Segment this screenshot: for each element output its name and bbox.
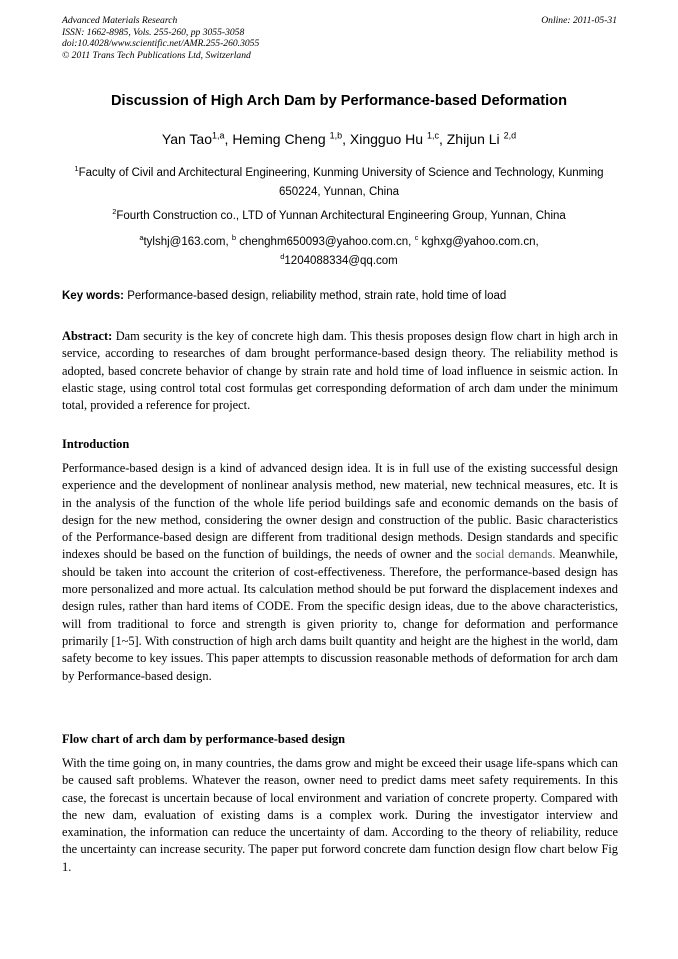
keywords-label: Key words: — [62, 290, 124, 302]
author-affiliation-mark: 1,b — [329, 130, 343, 141]
issn-line: ISSN: 1662-8985, Vols. 255-260, pp 3055-3058 — [62, 26, 245, 38]
abstract-label: Abstract: — [62, 329, 113, 343]
affiliation-text: Faculty of Civil and Architectural Engineering, Kunming University of Science and Technology, Kunming 650224, Yunnan, China — [78, 167, 604, 198]
affiliation-text: Fourth Construction co., LTD of Yunnan Architectural Engineering Group, Yunnan, China — [116, 210, 566, 222]
keywords — [62, 290, 618, 302]
paragraph-text: Meanwhile, should be taken into account the criterion of cost-effectiveness. Therefore, the performance-based design has more personalized and more actual. Its calculation method should be put forward the displacement indexes and design rules, rather than hard items of CODE. From the specific design ideas, due to the above characteristics, will from traditional to force and strength is given priority to, change for deformation and performance primarily [1~5]. With construction of high arch dams built quantity and height are the highest in the world, dam safety become to key issues. This paper attempts to discussion reasonable methods of deformation for arch dam by Performance-based design. — [62, 547, 618, 683]
introduction-paragraph — [62, 460, 618, 685]
author-name: Yan Tao — [161, 131, 213, 147]
email-d: 1204088334@qq.com — [284, 255, 398, 267]
affiliation-mark: 2 — [112, 207, 117, 217]
author-affiliation-mark: 1,c — [426, 130, 439, 141]
online-date: Online: 2011-05-31 — [541, 15, 617, 26]
affiliation-mark: 1 — [74, 164, 79, 174]
email-mark: d — [280, 252, 285, 262]
author-emails — [70, 233, 608, 271]
email-c: kghxg@yahoo.com.cn, — [418, 236, 539, 248]
section-heading-flow-chart: Flow chart of arch dam by performance-based design — [62, 732, 346, 746]
paragraph-text: Performance-based design is a kind of advanced design idea. It is in full use of the existing successful design experience and the development of nonlinear analysis method, new material, new technical measures, etc. It is in the analysis of the function of the whole life period buildings safe and economic demands on the basis of design for the new method, considering the owner design and construction of the public. Basic characteristics of the Performance-based design are different from traditional design methods. Design standards and specific indexes should be based on the function of buildings, the needs of owner and the — [62, 461, 618, 562]
abstract-text: Dam security is the key of concrete high dam. This thesis proposes design flow chart in high arch in service, according to researches of dam brought performance-based design theory. The reliability method is adopted, based concrete behavior of change by strain rate and hold time of load influence in seismic action. In elastic stage, using control total cost formulas get corresponding deformation of arch dam under the minimum total, provided a reference for project. — [62, 329, 618, 413]
author-name: Heming Cheng — [232, 131, 330, 147]
author-separator: , — [342, 131, 350, 147]
author-affiliation-mark: 1,a — [212, 130, 225, 141]
affiliation-1 — [70, 164, 608, 202]
doi-line: doi:10.4028/www.scientific.net/AMR.255-260.3055 — [62, 38, 260, 49]
email-mark: a — [139, 233, 144, 243]
email-a: tylshj@163.com, — [143, 236, 232, 248]
author-affiliation-mark: 2,d — [503, 130, 517, 141]
keywords-text: Performance-based design, reliability method, strain rate, hold time of load — [124, 290, 507, 302]
email-b: chenghm650093@yahoo.com.cn, — [236, 236, 415, 248]
copyright-line: © 2011 Trans Tech Publications Ltd, Switzerland — [62, 49, 251, 61]
abstract — [62, 328, 618, 414]
journal-name: Advanced Materials Research — [62, 15, 178, 26]
paper-title: Discussion of High Arch Dam by Performance-based Deformation — [110, 93, 567, 109]
author-separator: , — [438, 131, 447, 147]
author-name: Xingguo Hu — [349, 131, 427, 147]
affiliation-2 — [70, 207, 608, 226]
flow-chart-paragraph: With the time going on, in many countries, the dams grow and might be exceed their usage life-spans which can be caused saft problems. Whatever the reason, owner need to predict dams meet safety requirements. In this case, the forecast is uncertain because of local environment and variation of concrete property. Compared with the new dam, evaluation of existing dams is a complex work. During the investigator interview and examination, the information can reduce the uncertainty of dam. According to the theory of reliability, reduce the uncertainty can increase security. The paper put forword concrete dam function design flow chart below Fig 1. — [62, 756, 618, 874]
author-separator: , — [224, 131, 233, 147]
author-list — [0, 131, 678, 147]
paragraph-text-muted: social demands. — [475, 547, 556, 562]
section-heading-introduction: Introduction — [62, 437, 130, 451]
author-name: Zhijun Li — [446, 131, 504, 147]
email-mark: c — [414, 233, 419, 243]
email-mark: b — [231, 233, 237, 243]
journal-header — [62, 15, 617, 61]
